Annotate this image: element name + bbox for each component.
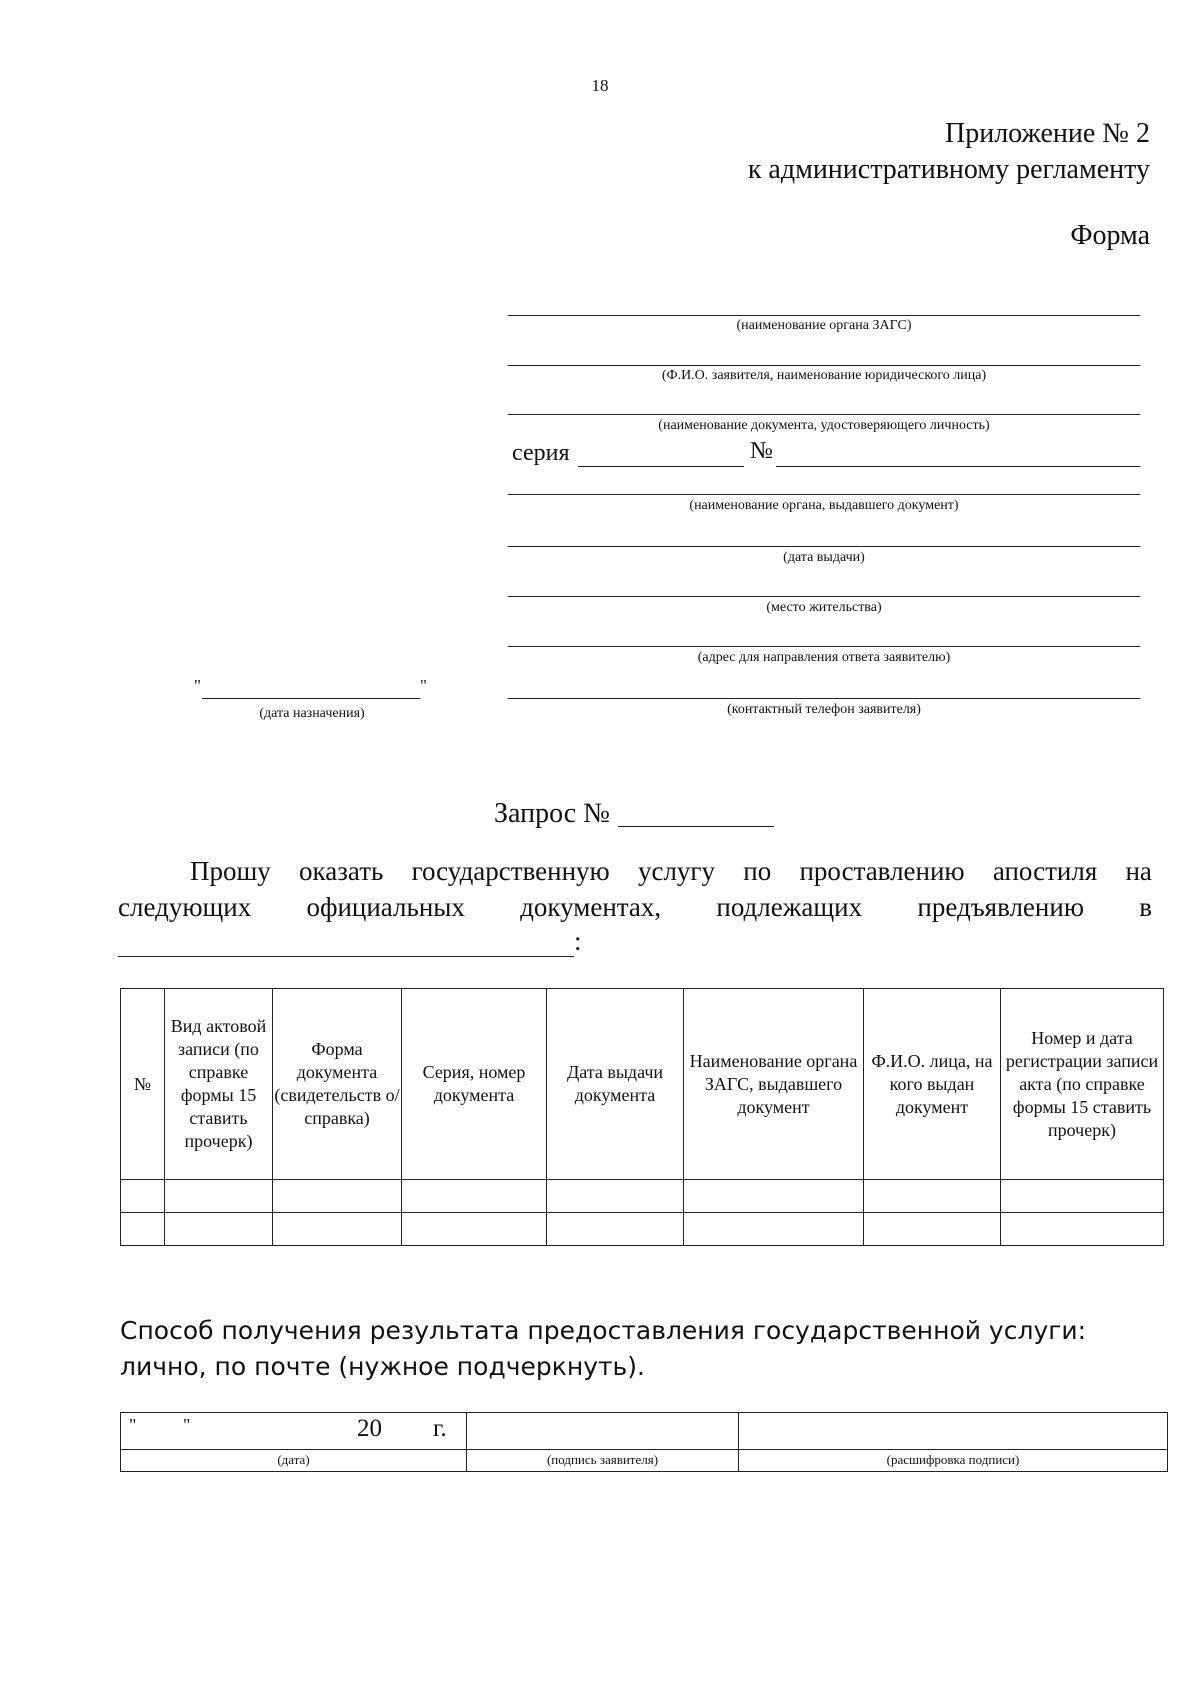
documents-table xyxy=(120,988,1164,1246)
table-cell[interactable] xyxy=(165,1213,273,1246)
sign-quote-open: " xyxy=(129,1415,137,1435)
phone-caption: (контактный телефон заявителя) xyxy=(727,702,921,717)
header-series-number: Серия, номер документа xyxy=(402,989,547,1180)
header-number: № xyxy=(121,989,165,1180)
table-cell[interactable] xyxy=(402,1213,547,1246)
number-input-line[interactable] xyxy=(776,466,1140,467)
date-caption: (дата) xyxy=(121,1450,467,1472)
word: следующих xyxy=(118,892,252,922)
table-row xyxy=(121,1213,1164,1246)
applicant-name-caption: (Ф.И.О. заявителя, наименование юридического лица) xyxy=(661,368,987,383)
request-text-line-2 xyxy=(118,892,1152,923)
word: услугу xyxy=(637,856,716,886)
table-cell[interactable] xyxy=(273,1213,402,1246)
appointment-caption: (дата назначения) xyxy=(259,706,365,721)
residence-caption: (место жительства) xyxy=(766,600,882,615)
table-cell[interactable] xyxy=(864,1213,1001,1246)
word: предъявлению xyxy=(917,892,1084,922)
appointment-quote-open: " xyxy=(194,676,201,695)
table-cell[interactable] xyxy=(1001,1213,1164,1246)
header-holder-name: Ф.И.О. лица, на кого выдан документ xyxy=(864,989,1001,1180)
word: в xyxy=(1139,892,1152,922)
sign-quote-close: " xyxy=(183,1415,191,1435)
header-issue-date: Дата выдачи документа xyxy=(547,989,684,1180)
issue-date-line xyxy=(508,546,1140,547)
header-record-type: Вид актовой записи (по справке формы 15 ставить прочерк) xyxy=(165,989,273,1180)
regulation-reference: к административному регламенту xyxy=(747,154,1150,185)
word: документах, xyxy=(520,892,662,922)
word: апостиля xyxy=(992,856,1098,886)
destination-country-line[interactable] xyxy=(118,956,574,957)
table-cell[interactable] xyxy=(121,1180,165,1213)
word: официальных xyxy=(306,892,465,922)
year-prefix: 20 xyxy=(357,1415,382,1442)
table-header-row xyxy=(121,989,1164,1180)
signature-table xyxy=(120,1412,1168,1472)
id-document-line xyxy=(508,414,1140,415)
word: проставлению xyxy=(799,856,965,886)
table-cell[interactable] xyxy=(547,1180,684,1213)
table-cell[interactable] xyxy=(864,1180,1001,1213)
header-issuing-zags: Наименование органа ЗАГС, выдавшего документ xyxy=(684,989,864,1180)
appendix-title: Приложение № 2 xyxy=(945,118,1150,149)
id-document-caption: (наименование документа, удостоверяющего личность) xyxy=(658,418,990,433)
appointment-date-line[interactable] xyxy=(202,698,420,699)
table-cell[interactable] xyxy=(165,1180,273,1213)
request-number-line[interactable] xyxy=(618,826,774,827)
residence-line xyxy=(508,596,1140,597)
appointment-quote-close: " xyxy=(420,676,427,695)
table-cell[interactable] xyxy=(402,1180,547,1213)
header-document-form: Форма документа (свидетельств о/справка) xyxy=(273,989,402,1180)
number-label: № xyxy=(750,438,773,464)
series-label: серия xyxy=(512,440,570,466)
word: государственную xyxy=(411,856,610,886)
table-cell[interactable] xyxy=(1001,1180,1164,1213)
request-colon: : xyxy=(574,926,582,956)
reply-address-caption: (адрес для направления ответа заявителю) xyxy=(697,650,951,665)
form-label: Форма xyxy=(1070,220,1150,251)
table-cell[interactable] xyxy=(273,1180,402,1213)
phone-line xyxy=(508,698,1140,699)
receipt-method-text: Способ получения результата предоставления государственной услуги: лично, по почте (нужное подчеркнуть). xyxy=(120,1316,1087,1381)
word: подлежащих xyxy=(716,892,863,922)
issuing-authority-line xyxy=(508,494,1140,495)
zags-name-line xyxy=(508,315,1140,316)
table-cell[interactable] xyxy=(121,1213,165,1246)
word: по xyxy=(743,856,772,886)
header-registration: Номер и дата регистрации записи акта (по справке формы 15 ставить прочерк) xyxy=(1001,989,1164,1180)
page-number: 18 xyxy=(591,76,609,95)
request-title: Запрос № xyxy=(494,798,610,829)
signature-decoding-caption: (расшифровка подписи) xyxy=(739,1450,1168,1472)
signature-cell[interactable] xyxy=(467,1413,739,1450)
reply-address-line xyxy=(508,646,1140,647)
request-text-line-1 xyxy=(190,856,1152,887)
year-suffix: г. xyxy=(433,1415,447,1442)
word: Прошу xyxy=(190,856,271,886)
table-cell[interactable] xyxy=(684,1180,864,1213)
table-cell[interactable] xyxy=(547,1213,684,1246)
applicant-name-line xyxy=(508,365,1140,366)
signature-decoding-cell[interactable] xyxy=(739,1413,1168,1450)
series-input-line[interactable] xyxy=(578,466,744,467)
zags-name-caption: (наименование органа ЗАГС) xyxy=(736,318,912,333)
issue-date-caption: (дата выдачи) xyxy=(783,550,865,565)
signature-caption: (подпись заявителя) xyxy=(467,1450,739,1472)
date-cell[interactable] xyxy=(121,1413,467,1450)
table-cell[interactable] xyxy=(684,1213,864,1246)
issuing-authority-caption: (наименование органа, выдавшего документ) xyxy=(689,498,959,513)
word: на xyxy=(1125,856,1152,886)
table-row xyxy=(121,1180,1164,1213)
word: оказать xyxy=(299,856,384,886)
